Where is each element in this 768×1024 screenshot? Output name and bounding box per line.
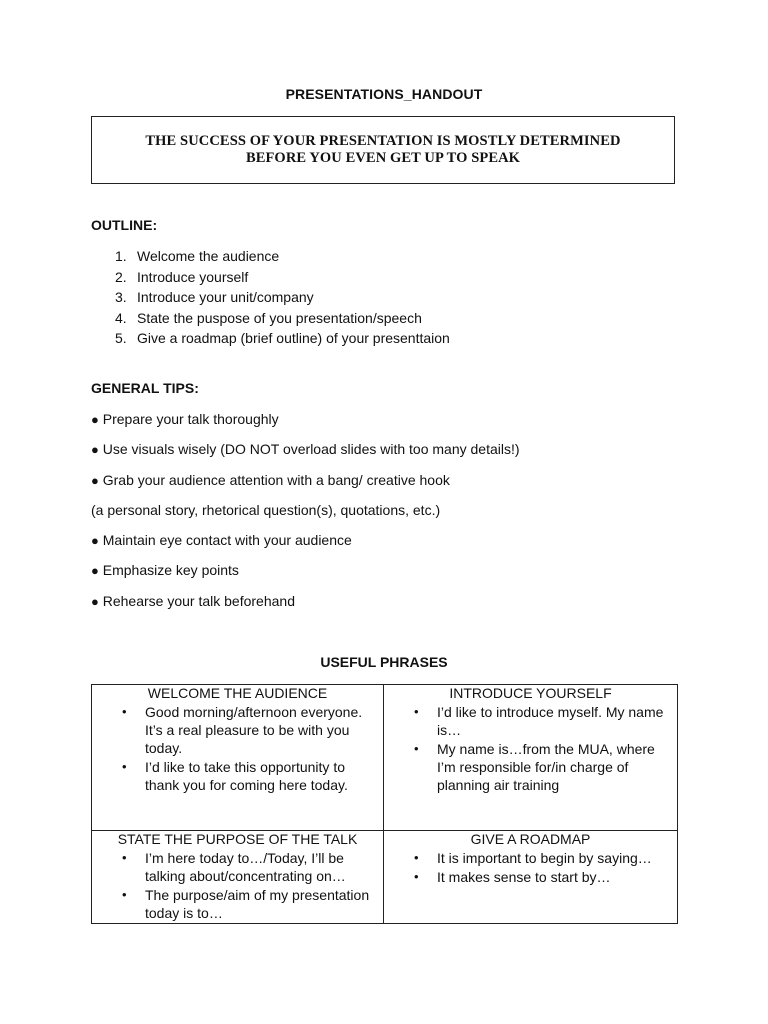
outline-item	[91, 246, 450, 267]
banner-line-2: BEFORE YOU EVEN GET UP TO SPEAK	[245, 150, 521, 166]
tip-text: Prepare your talk thoroughly	[102, 411, 279, 427]
list-item	[384, 868, 677, 886]
cell-title: INTRODUCE YOURSELF	[449, 685, 612, 701]
cell-title: WELCOME THE AUDIENCE	[147, 685, 328, 701]
tip-text: Use visuals wisely (DO NOT overload slides with too many details!)	[102, 441, 520, 457]
outline-list	[91, 246, 450, 349]
bullet-icon: •	[414, 704, 419, 719]
tip-item	[91, 532, 352, 548]
useful-phrases-table	[91, 684, 678, 924]
phrase-text: Good morning/afternoon everyone. It’s a real pleasure to be with you today.	[145, 704, 363, 756]
bullet-icon: •	[122, 850, 127, 865]
table-row	[92, 685, 678, 831]
list-item	[92, 758, 383, 794]
document-title: PRESENTATIONS_HANDOUT	[285, 86, 483, 102]
bullet-icon: •	[414, 850, 419, 865]
outline-item-number: 1.	[115, 248, 127, 264]
bullet-icon: •	[122, 887, 127, 902]
phrase-list	[92, 849, 383, 922]
bullet-icon: ●	[91, 533, 99, 548]
outline-item	[91, 308, 450, 329]
phrase-text: I’m here today to…/Today, I’ll be talking about/concentrating on…	[145, 850, 346, 884]
list-item	[92, 886, 383, 922]
outline-item	[91, 328, 450, 349]
outline-item	[91, 287, 450, 308]
tip-item	[91, 472, 450, 488]
list-item	[384, 703, 677, 739]
outline-item-number: 5.	[115, 330, 127, 347]
outline-item-number: 4.	[115, 309, 127, 326]
list-item	[92, 849, 383, 885]
tip-note: (a personal story, rhetorical question(s), quotations, etc.)	[91, 502, 441, 518]
tip-text: Rehearse your talk beforehand	[102, 593, 295, 609]
phrase-cell-introduce	[384, 685, 678, 831]
phrase-cell-welcome	[92, 685, 384, 831]
list-item	[92, 703, 383, 757]
phrase-text: It is important to begin by saying…	[437, 850, 652, 866]
outline-item-text: State the puspose of you presentation/speech	[137, 309, 422, 326]
tip-item	[91, 593, 295, 609]
bullet-icon: ●	[91, 412, 99, 427]
bullet-icon: •	[414, 741, 419, 756]
phrase-text: I’d like to introduce myself. My name is…	[437, 704, 664, 738]
phrase-text: I’d like to take this opportunity to thank you for coming here today.	[145, 759, 348, 793]
phrase-cell-purpose	[92, 831, 384, 924]
phrase-text: It makes sense to start by…	[437, 869, 611, 885]
bullet-icon: •	[122, 759, 127, 774]
phrase-list	[92, 703, 383, 794]
tip-item	[91, 562, 239, 578]
phrase-text: The purpose/aim of my presentation today is to…	[145, 887, 370, 921]
phrase-list	[384, 703, 677, 794]
banner-box	[91, 116, 675, 184]
list-item	[384, 740, 677, 794]
tip-text: Grab your audience attention with a bang/ creative hook	[102, 472, 450, 488]
banner-line-1: THE SUCCESS OF YOUR PRESENTATION IS MOSTLY DETERMINED	[145, 133, 621, 149]
table-row	[92, 831, 678, 924]
outline-item-number: 3.	[115, 289, 127, 306]
cell-title: STATE THE PURPOSE OF THE TALK	[117, 831, 358, 847]
outline-item-text: Introduce yourself	[137, 268, 249, 285]
phrase-list	[384, 849, 677, 886]
phrase-text: My name is…from the MUA, where I’m responsible for/in charge of planning air training	[437, 741, 655, 793]
outline-item	[91, 267, 450, 288]
outline-item-text: Introduce your unit/company	[137, 289, 314, 306]
tip-item	[91, 441, 520, 457]
bullet-icon: •	[122, 704, 127, 719]
bullet-icon: ●	[91, 594, 99, 609]
useful-phrases-heading: USEFUL PHRASES	[320, 654, 448, 670]
phrase-cell-roadmap	[384, 831, 678, 924]
bullet-icon: •	[414, 869, 419, 884]
outline-item-text: Give a roadmap (brief outline) of your presenttaion	[137, 330, 450, 347]
bullet-icon: ●	[91, 442, 99, 457]
cell-title: GIVE A ROADMAP	[470, 831, 591, 847]
bullet-icon: ●	[91, 563, 99, 578]
tip-text: Maintain eye contact with your audience	[102, 532, 352, 548]
list-item	[384, 849, 677, 867]
tip-text: Emphasize key points	[102, 562, 239, 578]
outline-item-text: Welcome the audience	[137, 248, 280, 264]
general-tips-heading: GENERAL TIPS:	[91, 380, 199, 396]
outline-heading: OUTLINE:	[91, 217, 158, 233]
tip-item	[91, 411, 279, 427]
outline-item-number: 2.	[115, 268, 127, 285]
bullet-icon: ●	[91, 473, 99, 488]
